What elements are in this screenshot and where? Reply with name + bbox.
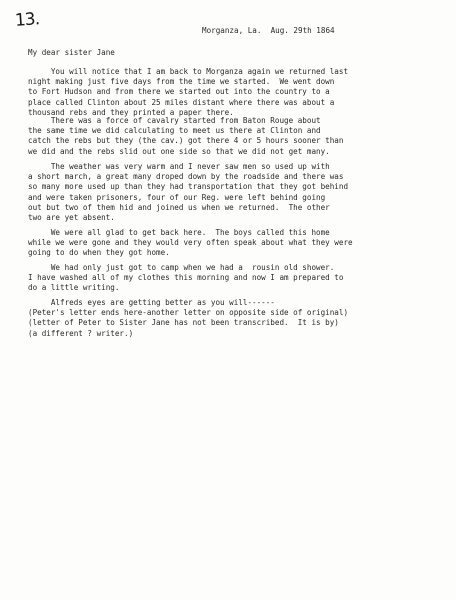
letter-dateline: Morganza, La. Aug. 29th 1864 [202, 26, 335, 35]
letter-paragraph: We were all glad to get back here. The boys called this home while we were gone and they would very often speak about what they were going to do when they got home. [28, 228, 353, 258]
letter-paragraph: The weather was very warm and I never saw men so used up with a short march, a great many droped down by the roadside and there was so many more used up than they had transportation that they got behind and were taken prisoners, four of our Reg. were left behind going out but two of them hid and joined us when we returned. The other two are yet absent. [28, 162, 349, 223]
letter-paragraph: You will notice that I am back to Morganza again we returned last night making just five days from the time we started. We went down to Fort Hudson and from there we started out into the country to a place called Clinton about 25 miles distant where there was about a thousand rebs and they printed a paper there. [28, 67, 349, 117]
letter-salutation: My dear sister Jane [28, 48, 115, 57]
letter-paragraph: There was a force of cavalry started from Baton Rouge about the same time we did calculating to meet us there at Clinton and catch the rebs but they (the cav.) got there 4 or 5 hours sooner than we did and the rebs slid out one side so that we did not get many. [28, 116, 344, 156]
handwritten-page-number: 13. [14, 9, 40, 31]
letter-paragraph: We had only just got to camp when we had a rousin old shower. I have washed all of my clothes this morning and now I am prepared to do a little writing. [28, 263, 344, 293]
transcription-note: Alfreds eyes are getting better as you will------ (Peter's letter ends here-another letter on opposite side of original) (letter of Peter to Sister Jane has not been transcribed. It is by) (a different ? writer.) [28, 298, 349, 338]
